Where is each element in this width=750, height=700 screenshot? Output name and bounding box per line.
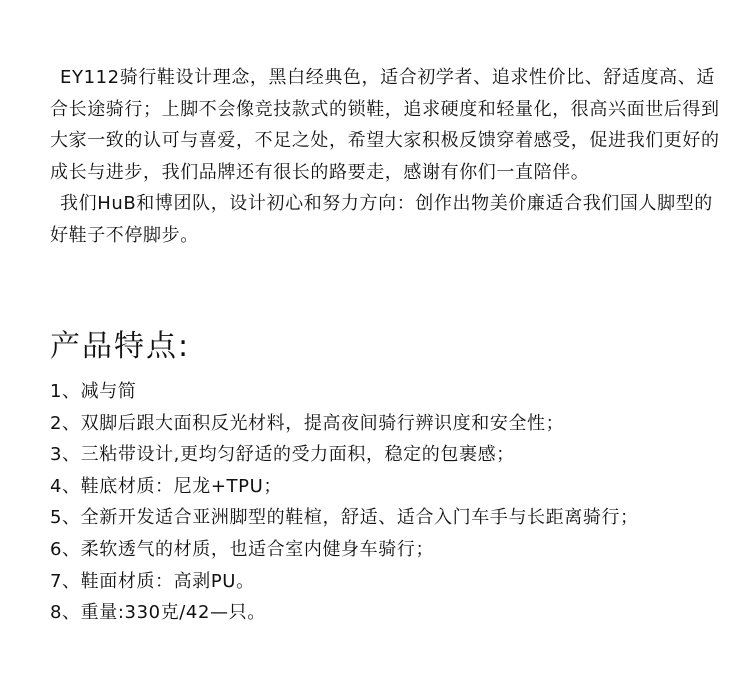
feature-item: 3、三粘带设计,更均匀舒适的受力面积，稳定的包裹感； <box>50 444 515 466</box>
features-title: 产品特点: <box>50 329 191 364</box>
feature-item: 5、全新开发适合亚洲脚型的鞋楦，舒适、适合入门车手与长距离骑行； <box>50 507 639 529</box>
feature-item: 8、重量:330克/42—只。 <box>50 602 266 624</box>
feature-item: 7、鞋面材质：高剥PU。 <box>50 570 255 592</box>
intro-paragraph-2: 我们HuB和博团队，设计初心和努力方向：创作出物美价廉适合我们国人脚型的好鞋子不停脚步。 <box>50 193 713 246</box>
intro-text <box>50 62 730 251</box>
intro-paragraph-1: EY112骑行鞋设计理念，黑白经典色，适合初学者、追求性价比、舒适度高、适合长途骑行；上脚不会像竞技款式的锁鞋，追求硬度和轻量化，很高兴面世后得到大家一致的认可与喜爱，不足之处，希望大家积极反馈穿着感受，促进我们更好的成长与进步，我们品牌还有很长的路要走，感谢有你们一直陪伴。 <box>50 67 720 183</box>
feature-list <box>50 376 730 629</box>
feature-item: 6、柔软透气的材质，也适合室内健身车骑行； <box>50 538 435 560</box>
feature-item: 2、双脚后跟大面积反光材料，提高夜间骑行辨识度和安全性； <box>50 412 565 434</box>
feature-item: 4、鞋底材质：尼龙+TPU； <box>50 475 282 497</box>
feature-item: 1、减与简 <box>50 381 137 402</box>
